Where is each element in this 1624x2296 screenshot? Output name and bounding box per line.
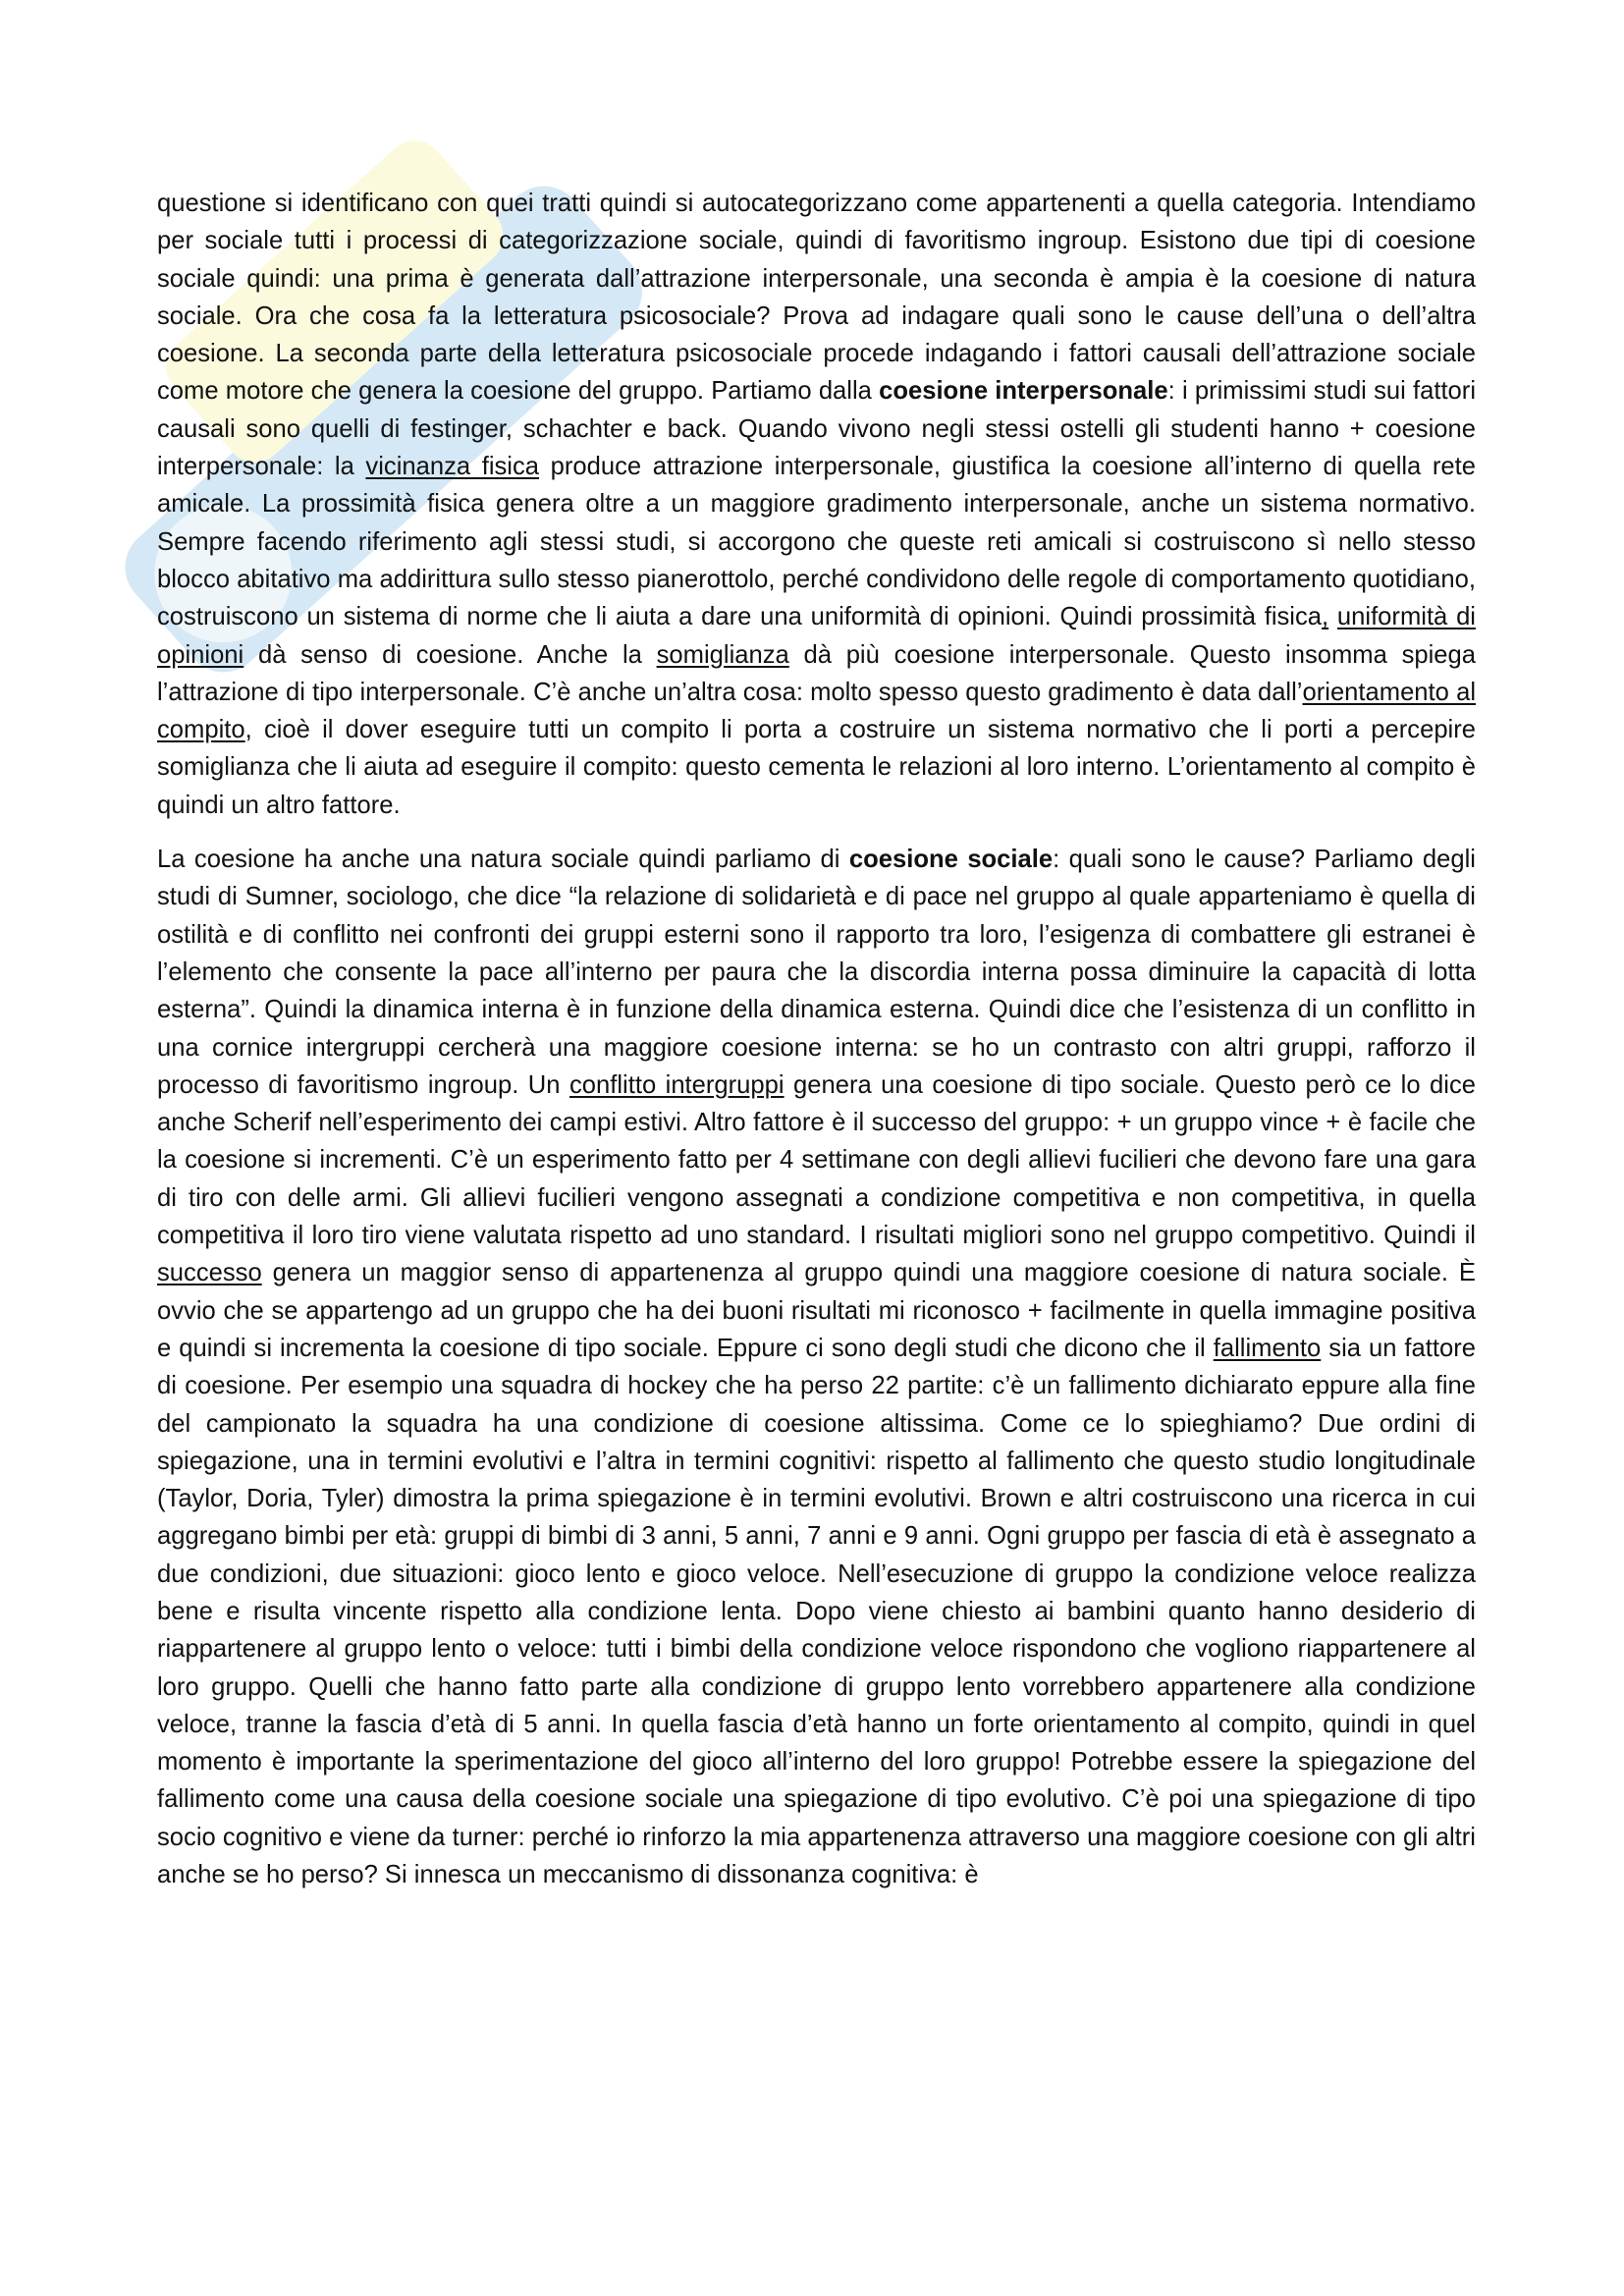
text-run: La coesione ha anche una natura sociale quindi parliamo di	[157, 846, 849, 874]
text-run	[1328, 603, 1337, 630]
text-run: dà senso di coesione. Anche la	[244, 640, 657, 669]
underlined-term: fallimento	[1213, 1334, 1322, 1362]
underlined-term: orientamento al compito	[157, 678, 1477, 744]
text-run: : i primissimi studi sui fattori causali sono quelli di festinger, schachter e back. Quando vivono negli stessi ostelli gli studenti hanno + coesione interpersonale: la	[157, 377, 1477, 481]
paragraph-1	[157, 185, 1476, 824]
document-body	[157, 185, 1476, 1893]
underlined-term: successo	[157, 1259, 262, 1287]
text-run: sia un fattore di coesione. Per esempio una squadra di hockey che ha perso 22 partite: c’è un fallimento dichiarato eppure alla fine del campionato la squadra ha una condizione di coesione altissima. Come ce lo spieghiamo? Due ordini di spiegazione, una in termini evolutivi e l’altra in termini cognitivi: rispetto al fallimento che questo studio longitudinale (Taylor, Doria, Tyler) dimostra la prima spiegazione è in termini evolutivi. Brown e altri costruiscono una ricerca in cui aggregano bimbi per età: gruppi di bimbi di 3 anni, 5 anni, 7 anni e 9 anni. Ogni gruppo per fascia di età è assegnato a due condizioni, due situazioni: gioco lento e gioco veloce. Nell’esecuzione di gruppo la condizione veloce realizza bene e risulta vincente rispetto alla condizione lenta. Dopo viene chiesto ai bambini quanto hanno desiderio di riappartenere al gruppo lento o veloce: tutti i bimbi della condizione veloce rispondono che vogliono riappartenere al loro gruppo. Quelli che hanno fatto parte alla condizione di gruppo lento vorrebbero appartenere alla condizione veloce, tranne la fascia d’età di 5 anni. In quella fascia d’età hanno un forte orientamento al compito, quindi in quel momento è importante la sperimentazione del gioco all’interno del loro gruppo! Potrebbe essere la spiegazione del fallimento come una causa della coesione sociale una spiegazione di tipo evolutivo. C’è poi una spiegazione di tipo socio cognitivo e viene da turner: perché io rinforzo la mia appartenenza attraverso una maggiore coesione con gli altri anche se ho perso? Si innesca un meccanismo di dissonanza cognitiva: è	[157, 1334, 1476, 1889]
text-run: , cioè il dover eseguire tutti un compito li porta a costruire un sistema normativo che li porti a percepire somiglianza che li aiuta ad eseguire il compito: questo cementa le relazioni al loro interno. L’orientamento al compito è quindi un altro fattore.	[157, 716, 1476, 819]
underlined-term: uniformità di opinioni	[157, 603, 1476, 669]
paragraph-2	[157, 841, 1476, 1893]
bold-term: coesione sociale	[848, 846, 1054, 874]
underlined-term: conflitto intergruppi	[568, 1070, 785, 1099]
text-run: produce attrazione interpersonale, giustifica la coesione all’interno di quella rete amicale. La prossimità fisica genera oltre a un maggiore gradimento interpersonale, anche un sistema normativo. Sempre facendo riferimento agli stessi studi, si accorgono che queste reti amicali si costruiscono sì nello stesso blocco abitativo ma addirittura sullo stesso pianerottolo, perché condividono delle regole di comportamento quotidiano, costruiscono un sistema di norme che li aiuta a dare una uniformità di opinioni. Quindi prossimità fisica	[157, 453, 1476, 631]
text-run: dà più coesione interpersonale. Questo insomma spiega l’attrazione di tipo interpersonale. C’è anche un’altra cosa: molto spesso questo gradimento è data dall’	[157, 640, 1476, 706]
text-run: genera un maggior senso di appartenenza al gruppo quindi una maggiore coesione di natura sociale. È ovvio che se appartengo ad un gruppo che ha dei buoni risultati mi riconosco + facilmente in quella immagine positiva e quindi si incrementa la coesione di tipo sociale. Eppure ci sono degli studi che dicono che il	[157, 1259, 1476, 1362]
text-run: genera una coesione di tipo sociale. Questo però ce lo dice anche Scherif nell’esperimento dei campi estivi. Altro fattore è il successo del gruppo: + un gruppo vince + è facile che la coesione si incrementi. C’è un esperimento fatto per 4 settimane con degli allievi fucilieri che devono fare una gara di tiro con delle armi. Gli allievi fucilieri vengono assegnati a condizione competitiva e non competitiva, in quella competitiva il loro tiro viene valutata rispetto ad uno standard. I risultati migliori sono nel gruppo competitivo. Quindi il	[157, 1070, 1477, 1250]
underlined-term: ,	[1322, 603, 1329, 631]
underlined-term: vicinanza fisica	[365, 453, 540, 481]
text-run: : quali sono le cause? Parliamo degli studi di Sumner, sociologo, che dice “la relazione di solidarietà e di pace nel gruppo al quale apparteniamo è quella di ostilità e di conflitto nei confronti dei gruppi esterni sono il rapporto tra loro, l’esigenza di combattere gli estranei è l’elemento che consente la pace all’interno per paura che la discordia interna possa diminuire la capacità di lotta esterna”. Quindi la dinamica interna è in funzione della dinamica esterna. Quindi dice che l’esistenza di un conflitto in una cornice intergruppi cercherà una maggiore coesione interna: se ho un contrasto con altri gruppi, rafforzo il processo di favoritismo ingroup. Un	[157, 846, 1476, 1099]
bold-term: coesione interpersonale	[879, 377, 1168, 406]
underlined-term: somiglianza	[656, 640, 789, 669]
text-run: questione si identificano con quei tratti quindi si autocategorizzano come appartenenti a quella categoria. Intendiamo per sociale tutti i processi di categorizzazione sociale, quindi di favoritismo ingroup. Esistono due tipi di coesione sociale quindi: una prima è generata dall’attrazione interpersonale, una seconda è ampia è la coesione di natura sociale. Ora che cosa fa la letteratura psicosociale? Prova ad indagare quali sono le cause dell’una o dell’altra coesione. La seconda parte della letteratura psicosociale procede indagando i fattori causali dell’attrazione sociale come motore che genera la coesione del gruppo. Partiamo dalla	[157, 190, 1476, 406]
